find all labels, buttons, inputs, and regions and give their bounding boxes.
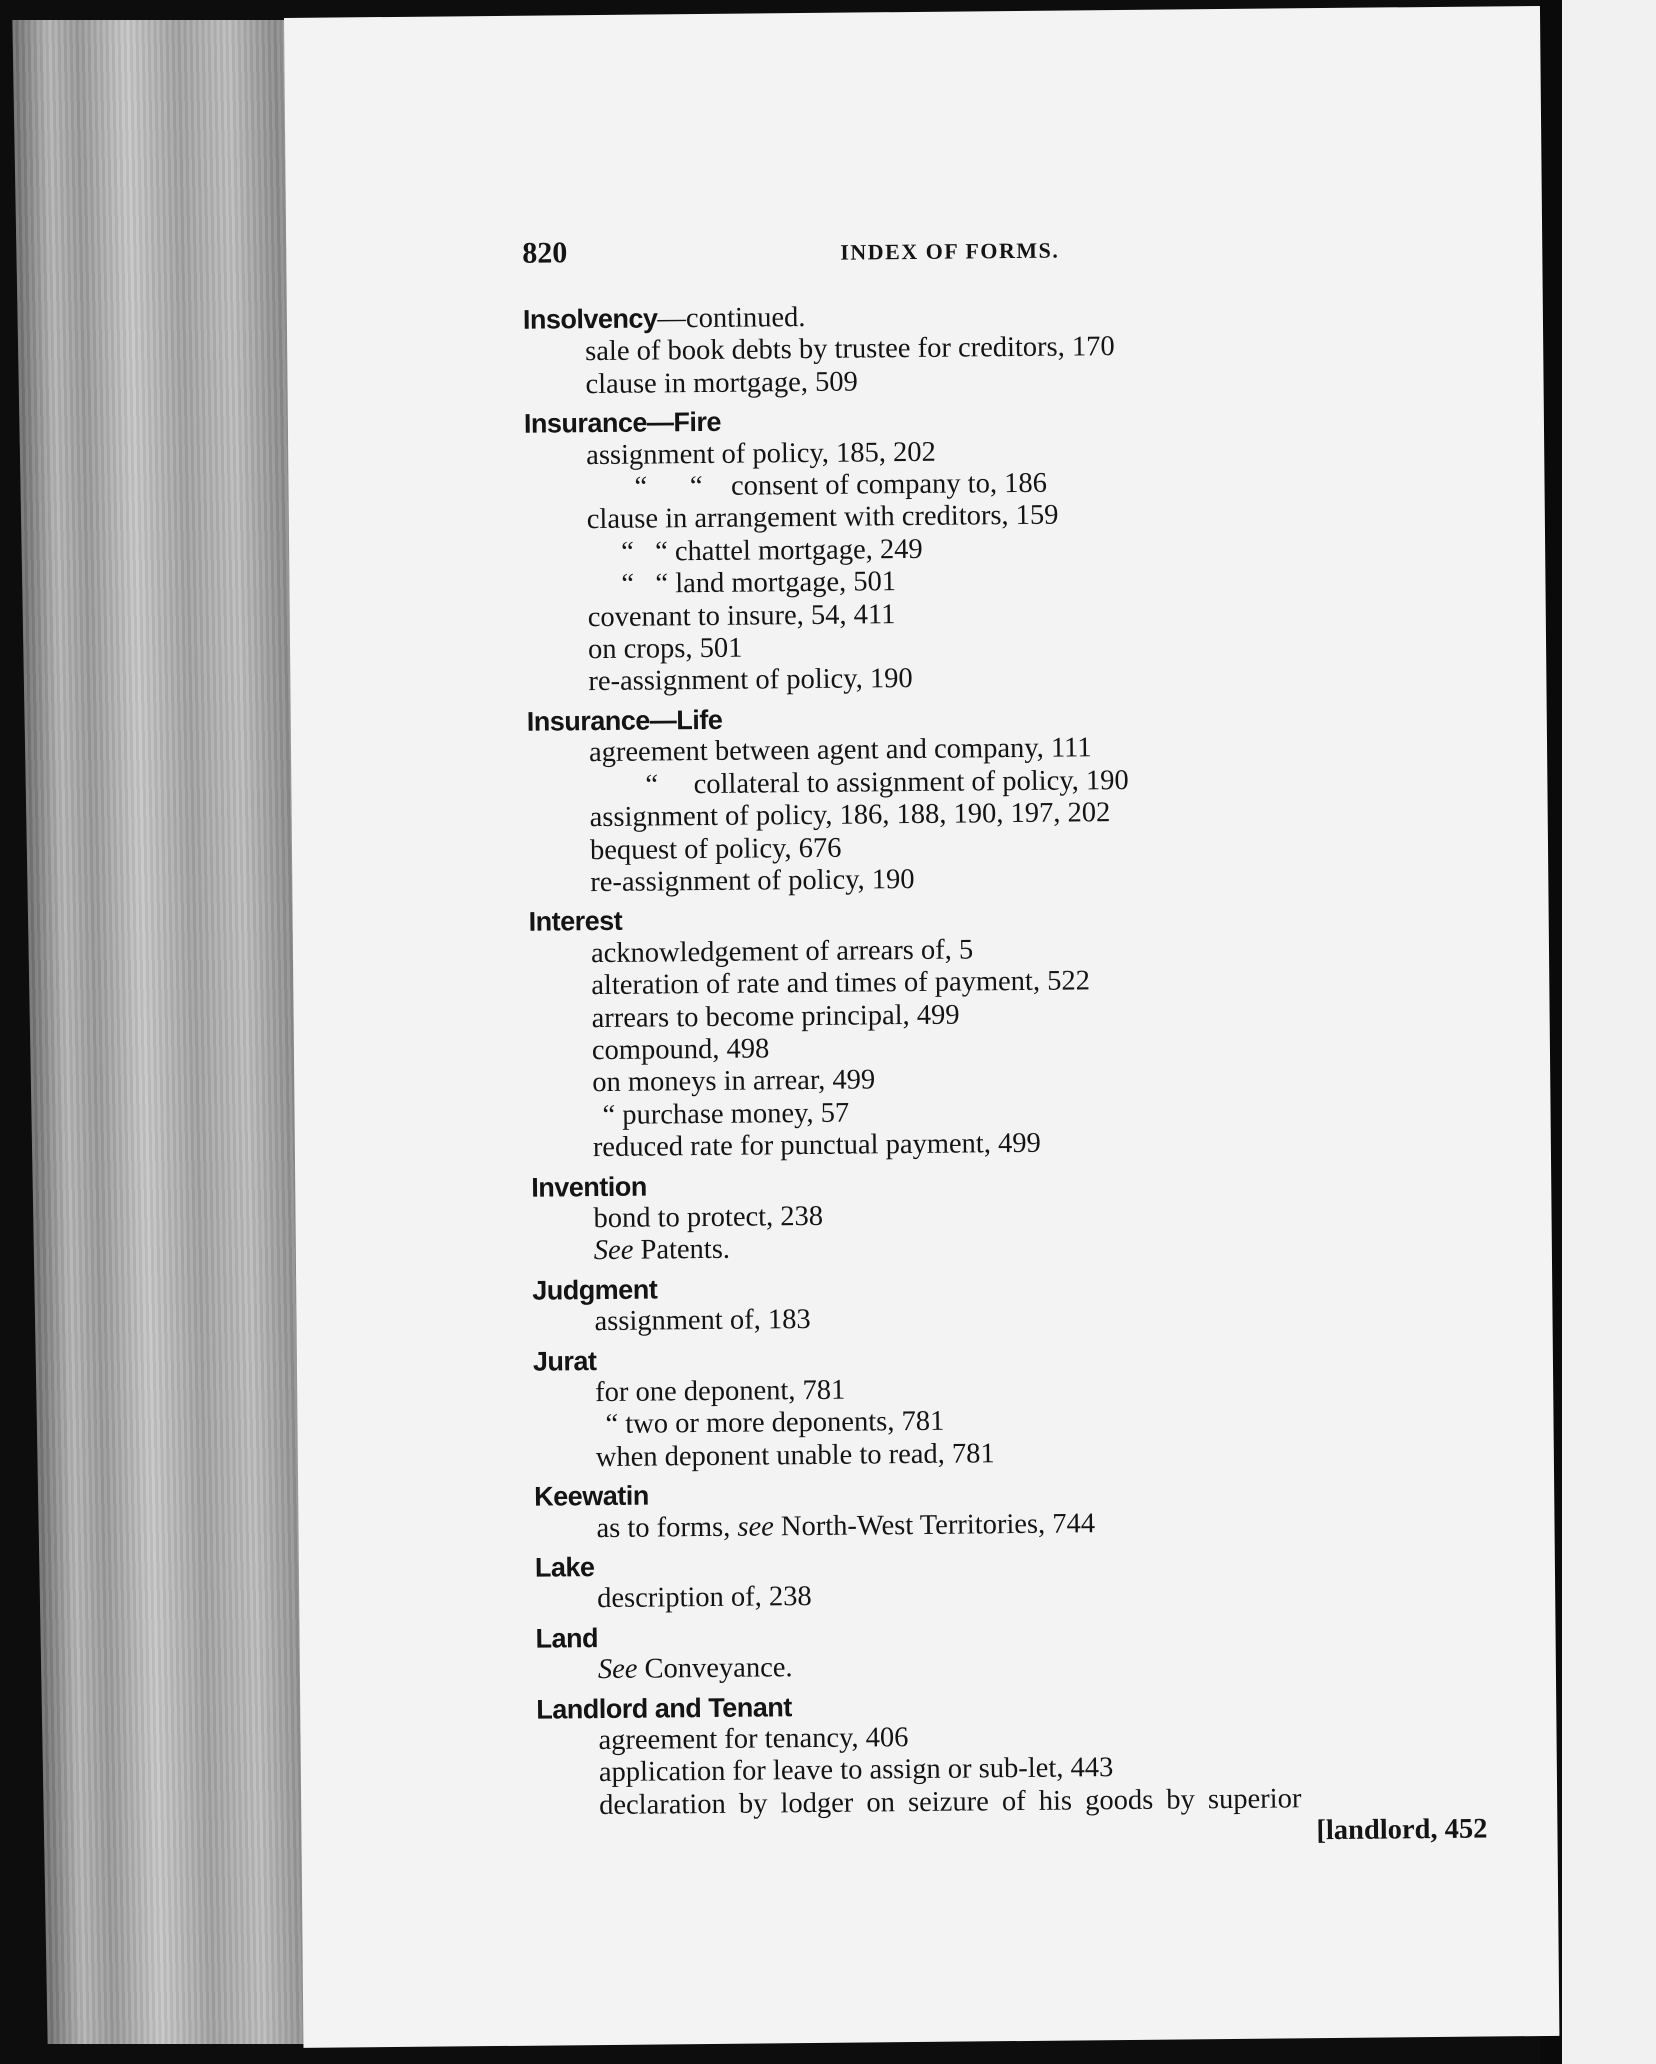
entry-heading: Lake — [534, 1552, 595, 1583]
entry-subitem: for one deponent, 781 — [595, 1374, 846, 1409]
index-entry — [534, 1472, 1485, 1546]
index-entry — [536, 1684, 1488, 1855]
entry-subitem: assignment of policy, 185, 202 — [586, 436, 936, 471]
running-head — [522, 229, 1473, 298]
entry-subitem: clause in mortgage, 509 — [585, 366, 858, 400]
entry-heading: Land — [535, 1622, 599, 1654]
entry-subitem: clause in arrangement with creditors, 159 — [586, 500, 1059, 536]
entry-subitem: bond to protect, 238 — [593, 1200, 824, 1235]
entry-heading: Keewatin — [534, 1480, 649, 1512]
entry-subitem: “ two or more deponents, 781 — [605, 1406, 945, 1441]
index-entry — [523, 295, 1474, 402]
entry-subitem: on crops, 501 — [587, 632, 743, 666]
entry-subitem: reduced rate for punctual payment, 499 — [592, 1127, 1041, 1164]
entry-subitem: arrears to become principal, 499 — [591, 999, 960, 1034]
entry-subitem-continuation: [landlord, 452 — [1316, 1813, 1488, 1847]
entry-subitem: when deponent unable to read, 781 — [595, 1438, 995, 1473]
entry-subitem: description of, 238 — [597, 1581, 812, 1615]
entry-subitem: “ “ chattel mortgage, 249 — [620, 533, 923, 568]
entry-heading: Judgment — [532, 1274, 658, 1306]
entry-subitem: compound, 498 — [591, 1033, 770, 1067]
entry-subitem: covenant to insure, 54, 411 — [587, 598, 896, 633]
index-entry — [524, 399, 1477, 700]
index-entry — [529, 897, 1481, 1165]
page-header-title: INDEX OF FORMS. — [840, 237, 1060, 265]
entry-subitem: agreement between agent and company, 111 — [588, 732, 1092, 769]
entry-subitem: bequest of policy, 676 — [589, 832, 842, 866]
entry-subitem: application for leave to assign or sub-let, 443 — [598, 1752, 1114, 1789]
index-entries — [523, 295, 1488, 1856]
entry-subitem: See Patents. — [593, 1234, 731, 1267]
entry-subitem: “ purchase money, 57 — [602, 1097, 850, 1131]
index-entry — [532, 1265, 1483, 1339]
entry-subitem: on moneys in arrear, 499 — [592, 1064, 876, 1099]
entry-subitem: assignment of policy, 186, 188, 190, 197, 202 — [589, 797, 1111, 834]
entry-subitem: declaration by lodger on seizure of his goods by superior — [599, 1783, 1302, 1821]
index-text — [522, 229, 1487, 1856]
entry-subitem: re-assignment of policy, 190 — [588, 663, 913, 698]
entry-subitem: “ “ consent of company to, 186 — [634, 467, 1048, 503]
facing-page — [1562, 0, 1656, 2064]
entry-heading: Interest — [528, 906, 623, 938]
entry-subitem: See Conveyance. — [597, 1652, 793, 1686]
book-page — [284, 6, 1559, 2048]
entry-heading-suffix: —continued. — [657, 302, 806, 335]
index-entry — [531, 1162, 1482, 1268]
entry-subitem: assignment of, 183 — [594, 1304, 811, 1338]
entry-subitem: sale of book debts by trustee for creditors, 170 — [585, 331, 1115, 368]
entry-heading: Insurance—Life — [526, 704, 723, 737]
page-number: 820 — [522, 236, 568, 270]
entry-subitem: alteration of rate and times of payment, 522 — [591, 965, 1091, 1002]
index-entry — [535, 1613, 1486, 1687]
entry-subitem: acknowledgement of arrears of, 5 — [590, 934, 974, 969]
entry-subitem: re-assignment of policy, 190 — [590, 863, 915, 899]
entry-heading: Landlord and Tenant — [536, 1691, 792, 1725]
entry-subitem: agreement for tenancy, 406 — [598, 1722, 909, 1757]
index-entry — [535, 1543, 1486, 1617]
entry-heading: Jurat — [532, 1345, 597, 1377]
entry-subitem: “ “ land mortgage, 501 — [621, 566, 897, 601]
entry-heading-text: Insolvency — [522, 303, 658, 335]
entry-subitem: “ collateral to assignment of policy, 190 — [645, 764, 1129, 801]
entry-heading: Invention — [531, 1171, 647, 1203]
index-entry — [533, 1336, 1484, 1475]
entry-heading: Insurance—Fire — [523, 407, 722, 439]
index-entry — [527, 696, 1479, 900]
entry-subitem: as to forms, see North-West Territories, 744 — [596, 1507, 1096, 1544]
